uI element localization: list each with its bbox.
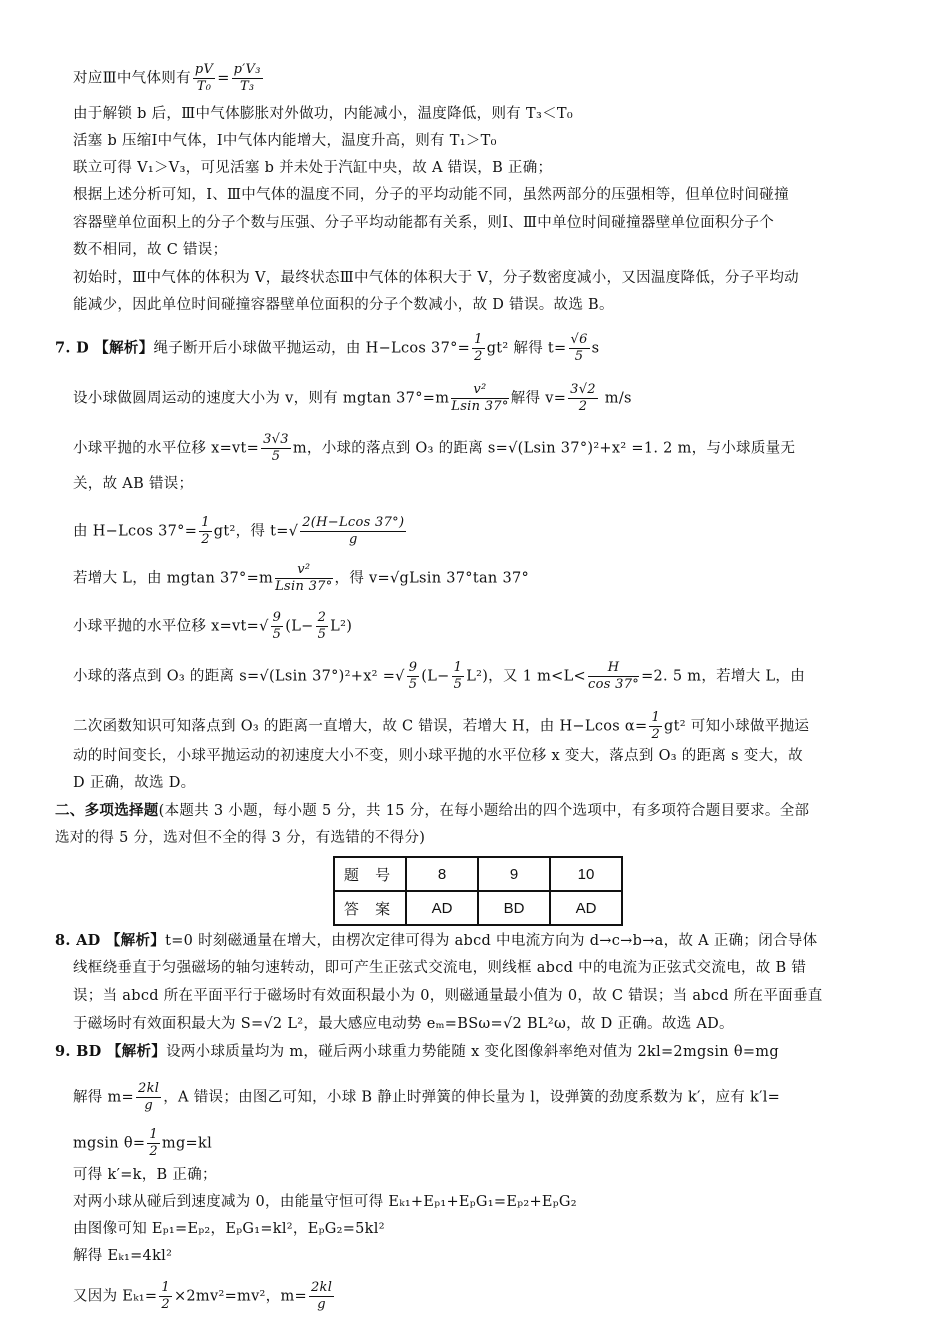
text-line <box>73 62 265 95</box>
fraction <box>407 660 420 693</box>
denominator: g <box>144 1098 153 1113</box>
fraction <box>271 610 284 643</box>
question-8-line <box>55 931 817 951</box>
text-line: 能减少，因此单位时间碰撞容器壁单位面积的分子个数减小，故 D 错误。故选 B。 <box>73 297 614 313</box>
numerator: p′V₃ <box>233 62 261 77</box>
denominator: Lsin 37° <box>451 399 509 414</box>
numerator: pV <box>194 62 214 77</box>
denominator: 2 <box>161 1297 170 1312</box>
text-line: 选对的得 5 分，选对但不全的得 3 分，有选错的不得分) <box>55 830 426 846</box>
text-segment: 由 H−Lcos 37°= <box>73 523 198 540</box>
text-segment: 小球的落点到 O₃ 的距离 s=√(Lsin 37°)²+x² =√ <box>73 668 405 685</box>
denominator: g <box>348 532 358 547</box>
text-line <box>73 1280 336 1313</box>
denominator: g <box>317 1297 326 1312</box>
denominator: 5 <box>317 627 327 642</box>
text-line <box>73 382 632 415</box>
text-line <box>73 1081 780 1114</box>
text-segment: 设小球做圆周运动的速度大小为 v，则有 mgtan 37°=m <box>73 390 450 407</box>
numerator: 1 <box>161 1280 170 1295</box>
fraction <box>199 515 212 548</box>
fraction <box>569 332 590 365</box>
text-line: 关，故 AB 错误； <box>73 476 194 492</box>
numerator: 2kl <box>310 1280 333 1295</box>
denominator: Lsin 37° <box>275 579 333 594</box>
denominator: T₀ <box>196 79 212 94</box>
denominator: 2 <box>474 349 483 364</box>
numerator: √6 <box>570 332 588 347</box>
text-line <box>73 432 795 465</box>
text-segment: 若增大 L，由 mgtan 37°=m <box>73 570 274 587</box>
numerator: v² <box>275 562 332 579</box>
text-segment: mgsin θ= <box>73 1135 146 1152</box>
numerator: 2 <box>317 610 327 625</box>
text-segment: 小球平抛的水平位移 x=vt= <box>73 440 260 457</box>
denominator: 5 <box>272 627 282 642</box>
text-line: 数不相同，故 C 错误； <box>73 242 228 258</box>
text-segment: 绳子断开后小球做平抛运动，由 H−Lcos 37°= <box>153 340 471 357</box>
denominator: T₃ <box>239 79 255 94</box>
numerator: 3√2 <box>570 382 596 397</box>
question-9-line <box>55 1042 779 1062</box>
text-segment: L²)，又 1 m<L< <box>466 668 587 685</box>
text-segment: gt² 可知小球做平抛运 <box>664 718 810 735</box>
fraction <box>300 515 406 548</box>
numerator: 9 <box>272 610 282 625</box>
text-segment: ×2mv²=mv²，m= <box>173 1288 307 1305</box>
numerator: H <box>588 660 639 677</box>
denominator: 5 <box>408 677 418 692</box>
text-segment: =2. 5 m，若增大 L，由 <box>641 668 805 685</box>
text-segment: (L− <box>285 618 314 635</box>
question-7-line <box>55 332 599 365</box>
fraction <box>649 710 662 743</box>
denominator: 2 <box>201 532 210 547</box>
table-header-cell: 题 号 <box>334 857 406 891</box>
text-line: 根据上述分析可知，Ⅰ、Ⅲ中气体的温度不同，分子的平均动能不同，虽然两部分的压强相等，但单位时间碰撞 <box>73 187 789 203</box>
text-segment: 设两小球质量均为 m，碰后两小球重力势能随 x 变化图像斜率绝对值为 2kl=2mgsin θ=mg <box>166 1044 779 1060</box>
text-line <box>73 1127 212 1160</box>
table-cell: BD <box>478 891 550 925</box>
text-line: 由于解锁 b 后，Ⅲ中气体膨胀对外做功，内能减小，温度降低，则有 T₃＜T₀ <box>73 106 573 122</box>
text-line: 解得 Eₖ₁=4kl² <box>73 1248 173 1264</box>
fraction <box>275 562 332 595</box>
numerator: 1 <box>474 332 483 347</box>
text-segment: m，小球的落点到 O₃ 的距离 s=√(Lsin 37°)²+x² =1. 2 m，与小球质量无 <box>292 440 796 457</box>
text-segment: 小球平抛的水平位移 x=vt=√ <box>73 618 269 635</box>
text-line: 于磁场时有效面积最大为 S=√2 L²，最大感应电动势 eₘ=BSω=√2 BL²ω，故 D 正确。故选 AD。 <box>73 1016 734 1032</box>
text-line <box>73 660 805 693</box>
numerator: 1 <box>149 1127 158 1142</box>
fraction <box>136 1081 161 1114</box>
table-cell: 9 <box>478 857 550 891</box>
text-line: 由图像可知 Eₚ₁=Eₚ₂，EₚG₁=kl²，EₚG₂=5kl² <box>73 1221 385 1237</box>
question-head: 9. BD 【解析】 <box>55 1043 167 1060</box>
text-line: 误；当 abcd 所在平面平行于磁场时有效面积最小为 0，则磁通量最小值为 0，故 C 错误；当 abcd 所在平面垂直 <box>73 988 823 1004</box>
denominator: 2 <box>578 399 588 414</box>
text-line <box>73 710 809 743</box>
text-segment: t=0 时刻磁通量在增大，由楞次定律可得为 abcd 中电流方向为 d→c→b→a，故 A 正确；闭合导体 <box>165 933 818 949</box>
fraction <box>316 610 329 643</box>
text-line <box>73 515 408 548</box>
numerator: 3√3 <box>263 432 289 447</box>
table-header-cell: 答 案 <box>334 891 406 925</box>
text-segment: 解得 v= <box>510 390 567 407</box>
fraction <box>452 660 465 693</box>
text-segment: mg=kl <box>161 1135 213 1152</box>
text-line: 容器壁单位面积上的分子个数与压强、分子平均动能都有关系，则Ⅰ、Ⅲ中单位时间碰撞器壁单位面积分子个 <box>73 215 775 231</box>
fraction <box>159 1280 172 1313</box>
text-segment: L²) <box>330 618 353 635</box>
numerator: 2(H−Lcos 37°) <box>302 515 405 530</box>
table-row <box>334 891 622 925</box>
text-segment: 二次函数知识可知落点到 O₃ 的距离一直增大，故 C 错误，若增大 H，由 H−Lcos α= <box>73 718 648 735</box>
denominator: 2 <box>149 1144 158 1159</box>
section-heading <box>55 801 809 821</box>
fraction <box>193 62 215 95</box>
table-cell: 8 <box>406 857 478 891</box>
denominator: 5 <box>453 677 463 692</box>
fraction <box>568 382 598 415</box>
fraction <box>147 1127 160 1160</box>
text-segment: ，得 v=√gLsin 37°tan 37° <box>334 570 530 587</box>
fraction <box>588 660 639 693</box>
numerator: 1 <box>651 710 661 725</box>
question-head: 7. D 【解析】 <box>55 339 154 357</box>
text-line: 活塞 b 压缩Ⅰ中气体，Ⅰ中气体内能增大，温度升高，则有 T₁＞T₀ <box>73 133 497 149</box>
text-line: D 正确，故选 D。 <box>73 775 196 791</box>
text-segment: gt²，得 t=√ <box>213 523 299 540</box>
text-line: 初始时，Ⅲ中气体的体积为 V，最终状态Ⅲ中气体的体积大于 V，分子数密度减小，又因温度降低，分子平均动 <box>73 270 799 286</box>
text-segment: s <box>591 340 600 357</box>
text-segment: 又因为 Eₖ₁= <box>73 1288 158 1305</box>
fraction <box>309 1280 334 1313</box>
numerator: 1 <box>201 515 210 530</box>
fraction <box>232 62 263 95</box>
text-segment: = <box>217 70 230 87</box>
table-cell: AD <box>550 891 622 925</box>
text-line <box>73 610 352 643</box>
denominator: 5 <box>574 349 584 364</box>
numerator: v² <box>451 382 508 399</box>
numerator: 9 <box>408 660 418 675</box>
text-segment: (L− <box>421 668 450 685</box>
text-line: 动的时间变长，小球平抛运动的初速度大小不变，则小球平抛的水平位移 x 变大，落点到 O₃ 的距离 s 变大，故 <box>73 748 803 764</box>
text-segment: m/s <box>599 390 632 407</box>
text-segment: gt² 解得 t= <box>486 340 567 357</box>
fraction <box>261 432 291 465</box>
numerator: 2kl <box>138 1081 160 1096</box>
text-line: 联立可得 V₁＞V₃，可见活塞 b 并未处于汽缸中央，故 A 错误，B 正确； <box>73 160 553 176</box>
section-title: 二、多项选择题 <box>55 802 159 819</box>
denominator: 5 <box>271 449 281 464</box>
table-row <box>334 857 622 891</box>
answer-table <box>333 856 623 926</box>
text-line: 可得 k′=k，B 正确； <box>73 1167 217 1183</box>
fraction <box>472 332 485 365</box>
numerator: 1 <box>453 660 463 675</box>
text-segment: 解得 m= <box>73 1089 135 1106</box>
denominator: 2 <box>651 727 661 742</box>
text-line: 线框绕垂直于匀强磁场的轴匀速转动，即可产生正弦式交流电，则线框 abcd 中的电流为正弦式交流电，故 B 错 <box>73 960 807 976</box>
text-segment: 对应Ⅲ中气体则有 <box>73 70 191 87</box>
fraction <box>451 382 508 415</box>
table-cell: AD <box>406 891 478 925</box>
text-line <box>73 562 529 595</box>
section-description: (本题共 3 小题，每小题 5 分，共 15 分，在每小题给出的四个选项中，有多项符合题目要求。全部 <box>158 803 810 819</box>
text-segment: ，A 错误；由图乙可知，小球 B 静止时弹簧的伸长量为 l，设弹簧的劲度系数为 k′，应有 k′l= <box>163 1089 781 1106</box>
text-line: 对两小球从碰后到速度减为 0，由能量守恒可得 Eₖ₁+Eₚ₁+EₚG₁=Eₚ₂+EₚG₂ <box>73 1194 577 1210</box>
table-cell: 10 <box>550 857 622 891</box>
question-head: 8. AD 【解析】 <box>55 932 166 949</box>
denominator: cos 37° <box>588 677 640 692</box>
